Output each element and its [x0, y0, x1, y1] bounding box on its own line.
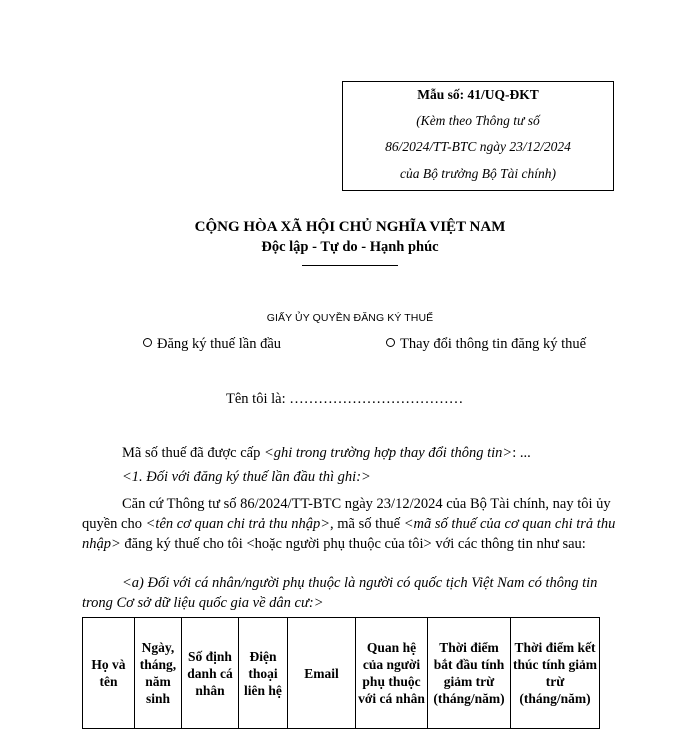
- header-date-of-birth: Ngày, tháng, năm sinh: [135, 618, 182, 729]
- header-relationship: Quan hệ của người phụ thuộc với cá nhân: [356, 618, 428, 729]
- header-full-name: Họ và tên: [83, 618, 135, 729]
- form-reference-line2: 86/2024/TT-BTC ngày 23/12/2024: [385, 139, 571, 154]
- header-deduction-end: Thời điểm kết thúc tính giảm trừ (tháng/năm): [511, 618, 600, 729]
- authorization-paragraph: [82, 494, 620, 554]
- tax-code-prefix: Mã số thuế đã được cấp: [122, 445, 264, 461]
- tax-code-line: [122, 445, 531, 462]
- name-field-line: Tên tôi là: ………………………………: [226, 391, 464, 407]
- document-title: GIẤY ỦY QUYỀN ĐĂNG KÝ THUẾ: [266, 312, 434, 324]
- radio-circle-icon: [386, 338, 395, 347]
- income-payer-name-note: <tên cơ quan chi trả thu nhập>: [145, 516, 330, 532]
- table-header-row: [83, 618, 600, 729]
- radio-circle-icon: [143, 338, 152, 347]
- income-payer-tax-code-note: <mã số thuế của cơ quan chi trả thu nhập>: [82, 516, 616, 552]
- header-personal-id: Số định danh cá nhân: [182, 618, 239, 729]
- authorization-text-3: đăng ký thuế cho tôi <hoặc người phụ thuộc của tôi> với các thông tin như sau:: [120, 536, 586, 552]
- authorization-text-2: , mã số thuế: [330, 516, 404, 532]
- header-phone: Điện thoại liên hệ: [239, 618, 288, 729]
- header-divider: [302, 265, 398, 266]
- tax-code-note: <ghi trong trường hợp thay đổi thông tin>: [263, 445, 513, 461]
- header-deduction-start: Thời điểm bắt đầu tính giảm trừ (tháng/năm): [428, 618, 511, 729]
- authorization-text-1: Căn cứ Thông tư số 86/2024/TT-BTC ngày 23/12/2024 của Bộ Tài chính, nay tôi ủy quyền cho: [82, 496, 611, 532]
- tax-code-suffix: : ...: [512, 445, 531, 461]
- motto: Độc lập - Tự do - Hạnh phúc: [261, 239, 439, 255]
- section-1-heading: <1. Đối với đăng ký thuế lần đầu thì ghi:>: [122, 469, 371, 485]
- dependent-info-table: [82, 617, 600, 729]
- form-reference-line3: của Bộ trưởng Bộ Tài chính): [400, 166, 556, 181]
- header-email: Email: [288, 618, 356, 729]
- option-change-info[interactable]: [386, 336, 586, 353]
- section-a-heading: <a) Đối với cá nhân/người phụ thuộc là người có quốc tịch Việt Nam có thông tin trong Cơ sở dữ liệu quốc gia về dân cư:>: [82, 575, 598, 611]
- form-number-box: [342, 81, 614, 191]
- option-first-registration[interactable]: [143, 336, 281, 353]
- nation-title: CỘNG HÒA XÃ HỘI CHỦ NGHĨA VIỆT NAM: [194, 219, 506, 235]
- option-change-info-label: Thay đổi thông tin đăng ký thuế: [400, 336, 587, 352]
- form-reference-line1: (Kèm theo Thông tư số: [416, 113, 540, 128]
- option-first-registration-label: Đăng ký thuế lần đầu: [157, 336, 282, 352]
- form-number: Mẫu số: 41/UQ-ĐKT: [417, 87, 539, 102]
